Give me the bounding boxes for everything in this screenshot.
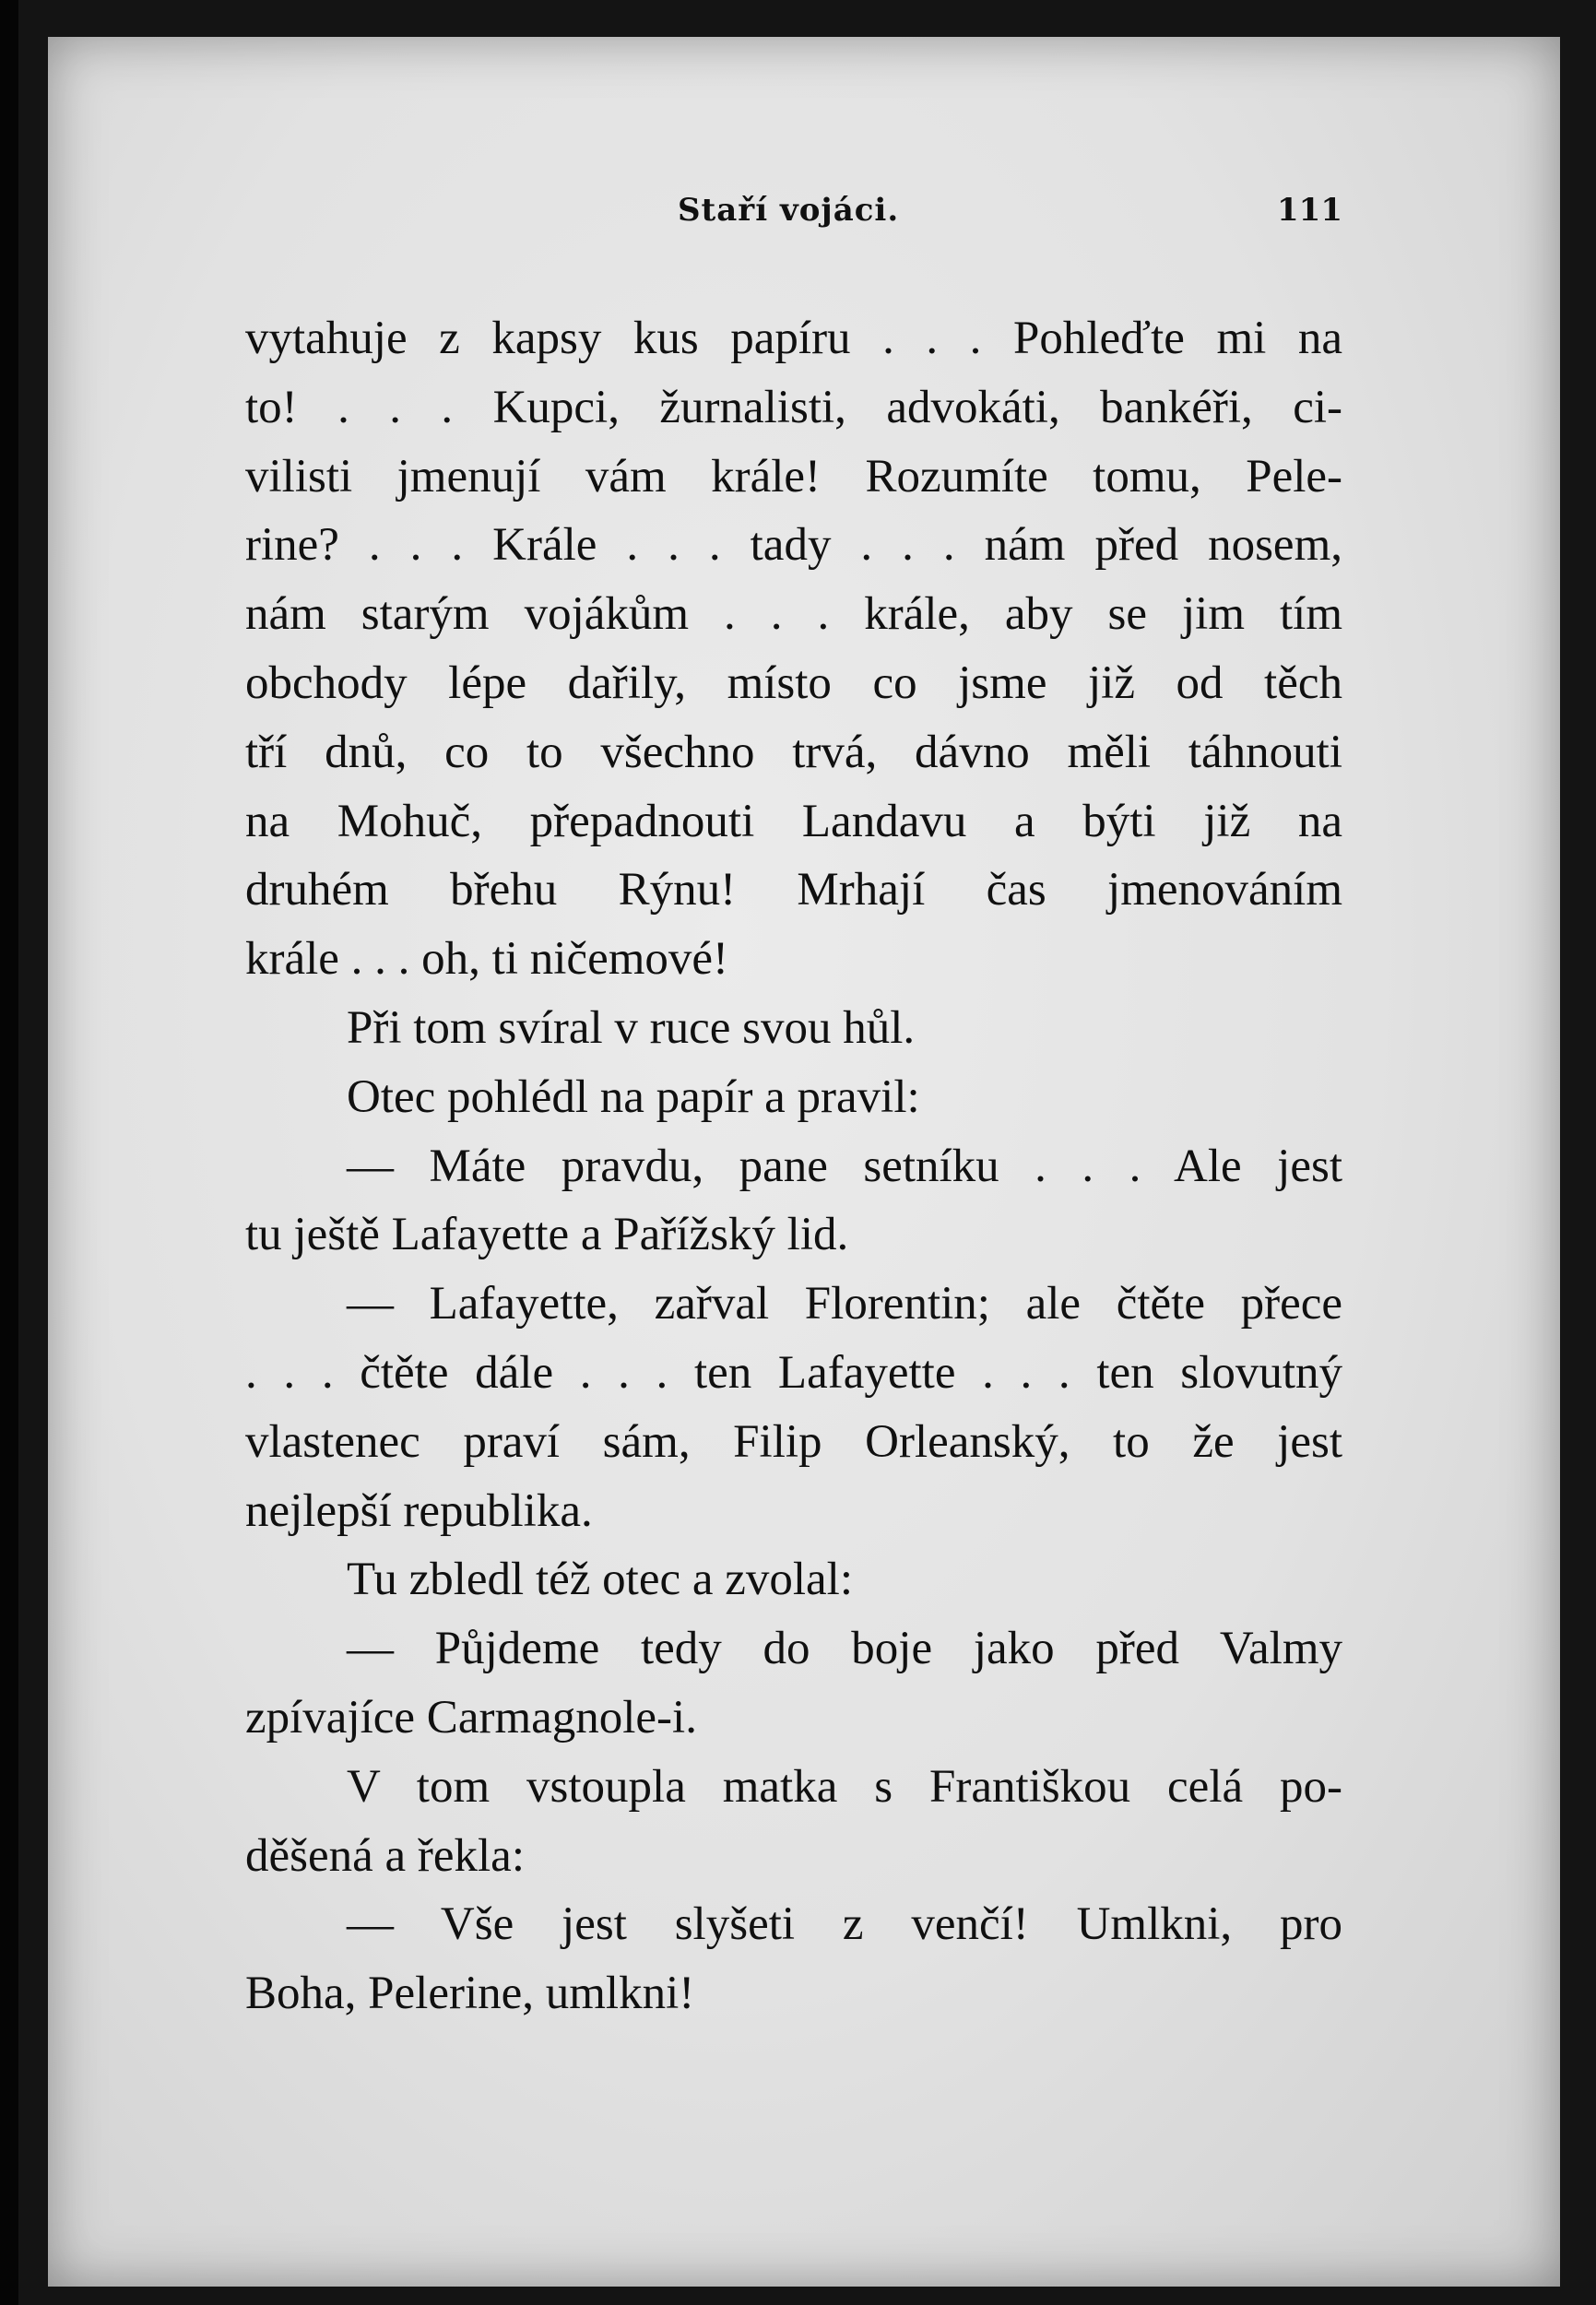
text-line: druhém břehu Rýnu! Mrhají čas jmenováním [245, 864, 1342, 916]
text-line: Otec pohlédl na papír a pravil: [347, 1070, 920, 1123]
text-line: — Vše jest slyšeti z venčí! Umlkni, pro [347, 1898, 1342, 1951]
running-head [0, 184, 1596, 240]
text-line: vlastenec praví sám, Filip Orleanský, to že jest [245, 1415, 1342, 1468]
text-line: zpívajíce Carmagnole-i. [245, 1691, 697, 1744]
text-line: to! . . . Kupci, žurnalisti, advokáti, bankéři, ci- [245, 381, 1342, 433]
text-line: V tom vstoupla matka s Františkou celá po- [347, 1760, 1342, 1813]
text-line: obchody lépe dařily, místo co jsme již od těch [245, 656, 1342, 709]
text-line: nám starým vojákům . . . krále, aby se jim tím [245, 588, 1342, 641]
text-line: děšená a řekla: [245, 1829, 525, 1882]
text-line: . . . čtěte dále . . . ten Lafayette . . . ten slovutný [245, 1346, 1342, 1399]
text-line: — Půjdeme tedy do boje jako před Valmy [347, 1623, 1342, 1675]
text-line: vytahuje z kapsy kus papíru . . . Pohleďte mi na [245, 313, 1342, 364]
chapter-title: Staří vojáci. [678, 192, 900, 229]
text-line: tu ještě Lafayette a Pařížský lid. [245, 1209, 849, 1261]
body-text [245, 304, 1342, 2028]
text-line: nejlepší republika. [245, 1484, 593, 1537]
text-line: Boha, Pelerine, umlkni! [245, 1968, 695, 2020]
text-line: krále . . . oh, ti ničemové! [245, 933, 728, 986]
text-line: rine? . . . Krále . . . tady . . . nám před nosem, [245, 519, 1342, 572]
text-line: — Máte pravdu, pane setníku . . . Ale jest [347, 1140, 1342, 1192]
text-line: na Mohuč, přepadnouti Landavu a býti již na [245, 795, 1342, 847]
text-line: Při tom svíral v ruce svou hůl. [347, 1001, 916, 1054]
text-line: tří dnů, co to všechno trvá, dávno měli táhnouti [245, 726, 1342, 778]
text-line: — Lafayette, zařval Florentin; ale čtěte přece [347, 1278, 1342, 1330]
page-number: 111 [1277, 192, 1342, 229]
text-line: Tu zbledl též otec a zvolal: [347, 1554, 854, 1606]
book-spine-shadow [0, 0, 18, 2305]
text-line: vilisti jmenují vám krále! Rozumíte tomu, Pele- [245, 450, 1342, 502]
